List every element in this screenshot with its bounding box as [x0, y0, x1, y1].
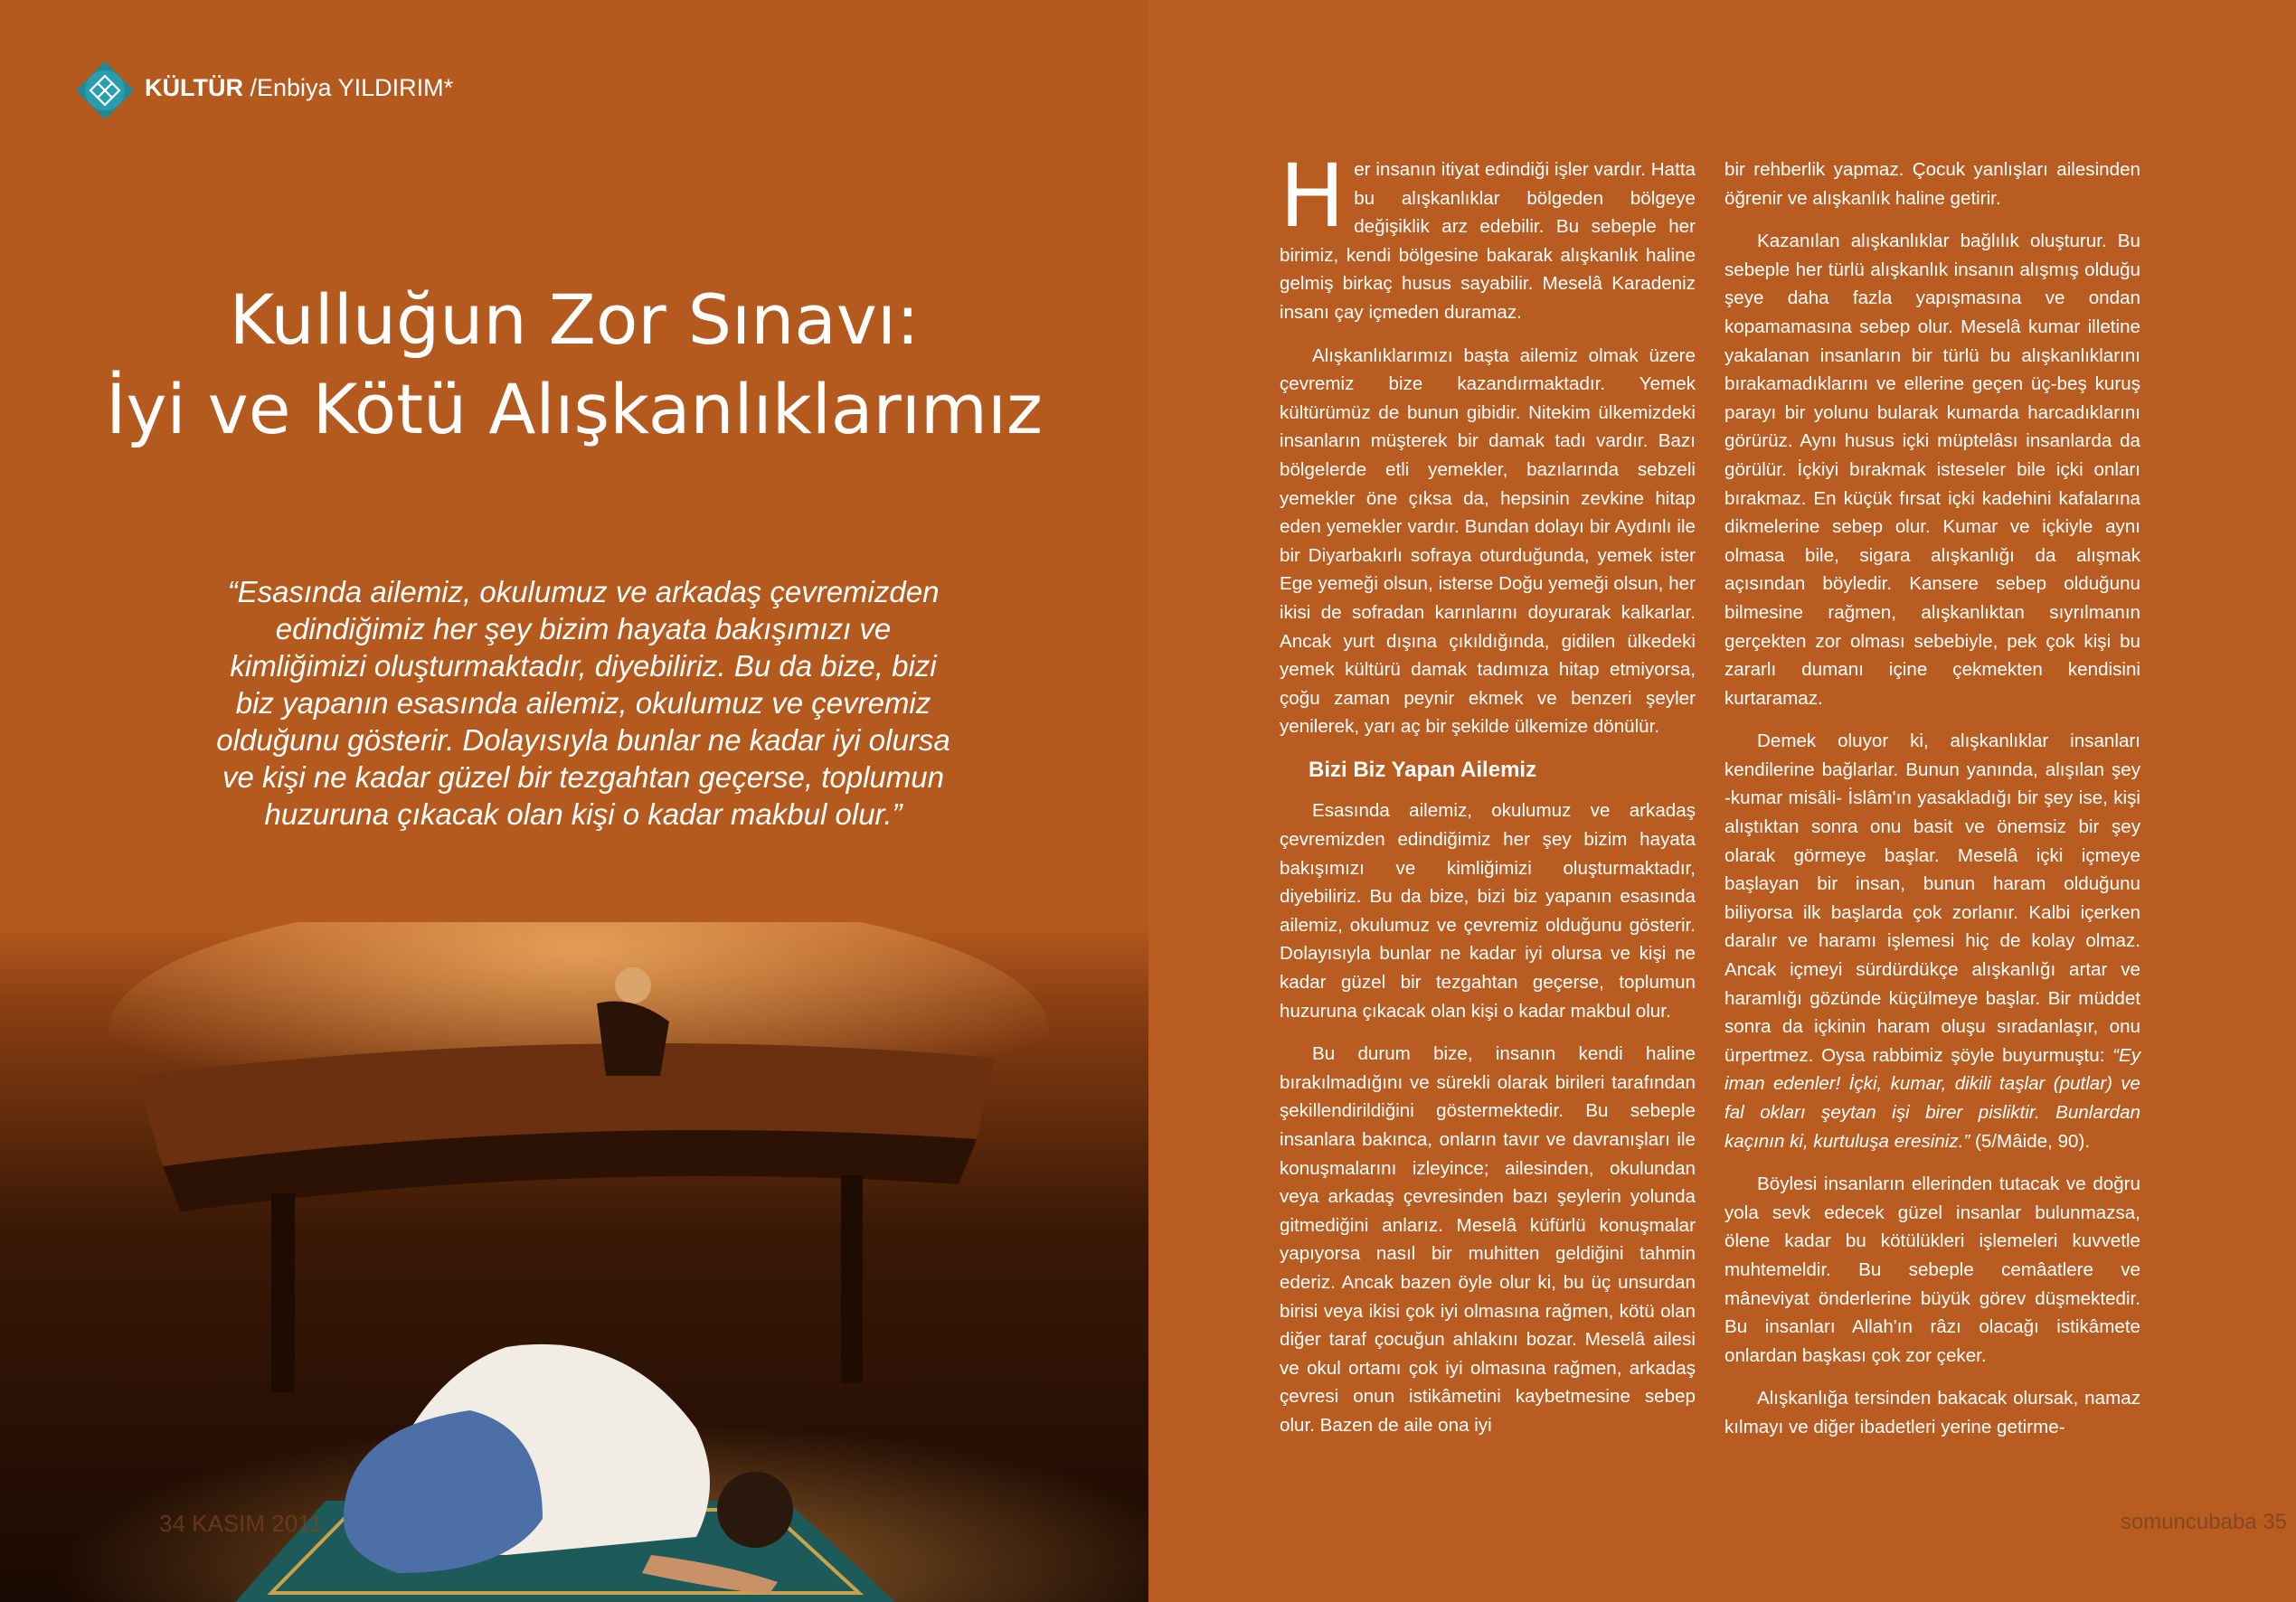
article-column-2	[1724, 155, 2140, 1456]
prayer-photo	[0, 922, 1148, 1602]
right-page	[1148, 0, 2296, 1602]
article-title-line-2: İyi ve Kötü Alışkanlıklarımız	[106, 369, 1043, 449]
article-paragraph: Esasında ailemiz, okulumuz ve arkadaş çevremizden edindiğimiz her şey bizim hayata bakışımızı ve kimliğimizi oluşturmaktadır, diyebiliriz. Bu da bize, bizi biz yapanın esasında ailemiz, okulumuz ve çevremiz olduğunu gösterir. Dolayısıyla bunlar ne kadar iyi olursa ve kişi ne kadar güzel bir tezgahtan geçerse, toplumun huzuruna çıkacak olan kişi o kadar makbul olur.	[1280, 800, 1696, 1022]
article-column-1	[1280, 146, 1696, 1455]
article-paragraph: Alışkanlığa tersinden bakacak olursak, namaz kılmayı ve diğer ibadetleri yerine getirme-	[1724, 1388, 2140, 1437]
article-paragraph: Her insanın itiyat edindiği işler vardır. Hatta bu alışkanlıklar bölgeden bölgeye değişiklik arz edebilir. Bu sebeple her birimiz, kendi bölgesine bakarak alışkanlık haline gelmiş birkaç husus sayabilir. Meselâ Karadeniz insanı çay içmeden duramaz.	[1280, 146, 1696, 323]
author-name: Enbiya YILDIRIM*	[257, 74, 454, 101]
section-label	[145, 74, 453, 102]
article-paragraph: Kazanılan alışkanlıklar bağlılık oluşturur. Bu sebeple her türlü alışkanlık insanın alışmış olduğu şeye daha fazla yapışmasına ve ondan kopamamasına sebep olur. Meselâ kumar illetine yakalanan insanların bir türlü bu alışkanlıklarını bırakamadıklarını ve ellerine geçen üç-beş kuruş parayı bir yolunu bularak kumarda harcadıklarını görürüz. Aynı husus içki müptelâsı insanlarda da görülür. İçkiyi bırakmak isteseler bile içki onları bırakmaz. En küçük fırsat içki kadehini kafalarına dikmelerine sebep olur. Kumar ve içkiyle aynı olmasa bile, sigara alışkanlığı da alışmak açısından böyledir. Kansere sebep olduğunu bilmesine rağmen, alışkanlıktan sıyrılmanın gerçekten zor olması sebebiyle, pek çok kişi bu zararlı dumanı içine çekmekten kendisini kurtaramaz.	[1724, 231, 2140, 709]
section-name: KÜLTÜR	[145, 74, 243, 101]
drop-cap: H	[1280, 146, 1346, 247]
article-paragraph: Böylesi insanların ellerinden tutacak ve doğru yola sevk edecek güzel insanlar bulunmazsa, ölene kadar bu kötülükleri işlemeleri kuvvetle muhtemeldir. Bu sebeple cemâatlere ve mâneviyat önderlerine büyük görev düşmektedir. Bu insanları Allah'ın râzı olacağı istikâmete onlardan başkası çok zor çeker.	[1724, 1173, 2140, 1366]
section-badge-icon	[74, 60, 136, 121]
pull-quote: “Esasında ailemiz, okulumuz ve arkadaş çevremizden edindiğimiz her şey bizim hayata bakışımızı ve kimliğimizi oluşturmaktadır, diyebiliriz. Bu da bize, bizi biz yapanın esasında ailemiz, okulumuz ve çevremiz olduğunu gösterir. Dolayısıyla bunlar ne kadar iyi olursa ve kişi ne kadar güzel bir tezgahtan geçerse, toplumun huzuruna çıkacak olan kişi o kadar makbul olur.”	[216, 575, 950, 831]
article-title-line-1: Kulluğun Zor Sınavı:	[229, 279, 920, 360]
article-paragraph: Bu durum bize, insanın kendi haline bırakılmadığını ve sürekli olarak birileri tarafından şekillendirildiğini göstermektedir. Bu sebeple insanlara bakınca, onların tavır ve davranışları ile konuşmalarını izleyince; ailesinden, okulundan veya arkadaş çevresinden bazı şeylerin yolunda gitmediğini anlarız. Meselâ küfürlü konuşmalar yapıyorsa nasıl bir muhitten geldiğini tahmin ederiz. Ancak bazen öyle olur ki, bu üç unsurdan birisi veya ikisi çok iyi olmasına rağmen, kötü olan diğer taraf çocuğun ahlakını bozar. Meselâ ailesi ve okul ortamı çok iyi olmasına rağmen, arkadaş çevresi onun istikâmetini kaybetmesine sebep olur. Bazen de aile ona iyi	[1280, 1043, 1696, 1436]
article-paragraph: Alışkanlıklarımızı başta ailemiz olmak üzere çevremiz bize kazandırmaktadır. Yemek kültürümüz de bunun gibidir. Nitekim ülkemizdeki insanların müşterek bir damak tadı vardır. Bazı bölgelerde etli yemekler, bazılarında sebzeli yemekler öne çıksa da, hepsinin zevkine hitap eden yemekler vardır. Bundan dolayı bir Aydınlı ile bir Diyarbakırlı sofraya oturduğunda, yemek ister Ege yemeği olsun, isterse Doğu yemeği olsun, her ikisi de sofradan karınlarını doyurarak kalkarlar. Ancak yurt dışına çıkıldığında, gidilen ülkedeki yemek kültürü damak tadımıza hitap etmiyorsa, çoğu zaman peynir ekmek ve benzeri şeyler yenilerek, yarı aç bir şekilde ülkemize dönülür.	[1280, 344, 1696, 738]
quran-verse: “Ey iman edenler! İçki, kumar, dikili taşlar (putlar) ve fal okları şeytan işi birer pisliktir. Bunlardan kaçının ki, kurtuluşa eresiniz.”	[1724, 1044, 2140, 1152]
right-folio: somuncubaba 35	[2120, 1510, 2287, 1534]
article-paragraph: Demek oluyor ki, alışkanlıklar insanları kendilerine bağlarlar. Bunun yanında, alışılan şey -kumar misâli- İslâm'ın yasakladığı bir şey ise, kişi alıştıktan sonra onu basit ve önemsiz bir şey olarak görmeye başlar. Meselâ içki içmeye başlayan bir insan, bunun haram olduğunu biliyorsa ilk başlarda çok zorlanır. Kalbi içerken daralır ve haramı işlemesi hiç de kolay olmaz. Ancak içmeyi sürdürdükçe alışkanlığı artar ve haramlığı gözünde küçülmeye başlar. Bir müddet sonra da içkinin haram oluşu sıradanlaşır, onu ürpertmez. Oysa rabbimiz şöyle buyurmuştu: “Ey iman edenler! İçki, kumar, dikili taşlar (putlar) ve fal okları şeytan işi birer pisliktir. Bunlardan kaçının ki, kurtuluşa eresiniz.” (5/Mâide, 90).	[1724, 730, 2140, 1152]
verse-reference: (5/Mâide, 90).	[1975, 1130, 2091, 1152]
article-subheading: Bizi Biz Yapan Ailemiz	[1309, 757, 1537, 782]
section-separator: /	[250, 74, 258, 101]
article-paragraph: bir rehberlik yapmaz. Çocuk yanlışları ailesinden öğrenir ve alışkanlık haline getirir.	[1724, 159, 2140, 209]
left-folio: 34 KASIM 2011	[159, 1510, 323, 1537]
